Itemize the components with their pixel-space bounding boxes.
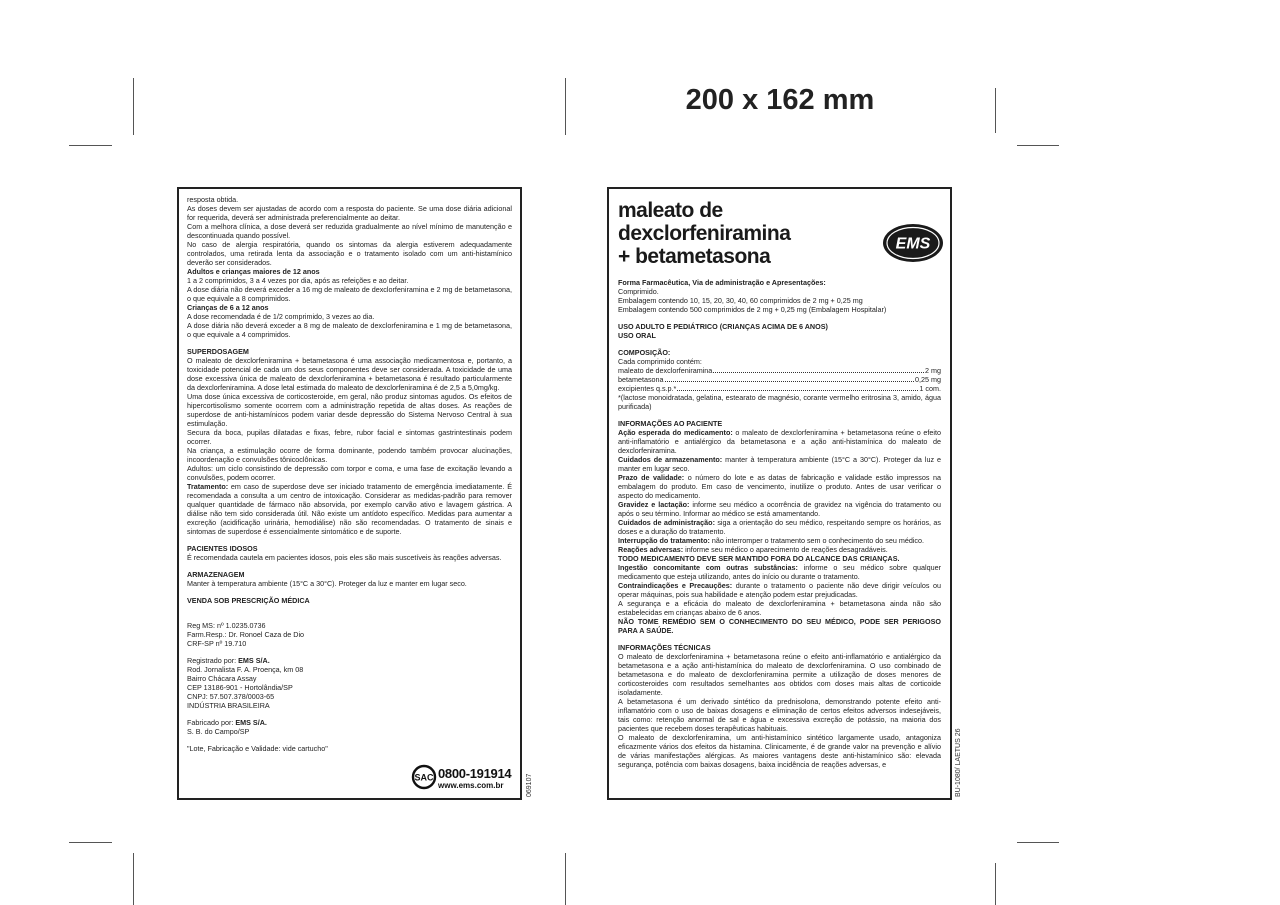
registration-line: Farm.Resp.: Dr. Ronoel Caza de Dio: [187, 630, 305, 639]
left-side-code: 069107: [526, 773, 533, 797]
label: Reações adversas:: [618, 545, 684, 554]
paragraph: [618, 455, 941, 473]
composition-row: [618, 375, 941, 384]
fabricado-line: [187, 718, 512, 727]
crop-mark: [1017, 145, 1059, 146]
paragraph: As doses devem ser ajustadas de acordo com a resposta do paciente. Se uma dose diária adicional for requerida, deverá ser administrada preferencialmente ao deitar.: [187, 204, 512, 222]
crop-mark: [133, 78, 134, 135]
label: Interrupção do tratamento:: [618, 536, 710, 545]
text: informe seu médico o aparecimento de reações desagradáveis.: [683, 545, 888, 554]
label: Tratamento:: [187, 482, 229, 491]
text: informe o seu médico sobre qualquer medicamento que esteja utilizando, antes do início ou durante o tratamento.: [618, 563, 941, 581]
subheading: Crianças de 6 a 12 anos: [187, 303, 269, 312]
paragraph: [618, 545, 941, 554]
paragraph: [618, 518, 941, 536]
paragraph: Embalagem contendo 500 comprimidos de 2 mg + 0,25 mg (Embalagem Hospitalar): [618, 305, 887, 314]
sac-website: www.ems.com.br: [438, 781, 504, 790]
section-heading: INFORMAÇÕES TÉCNICAS: [618, 643, 711, 652]
right-side-code: BU-1080/ LAETUS 26: [955, 728, 962, 797]
paragraph: No caso de alergia respiratória, quando os sintomas da alergia estiverem adequadamente controlados, uma retirada lenta da associação e o tratamento isolado com um anti-histamínico deverão ser considerados.: [187, 240, 512, 267]
crop-mark: [565, 78, 566, 135]
crop-mark: [995, 88, 996, 133]
section-heading: SUPERDOSAGEM: [187, 347, 249, 356]
paragraph: *(lactose monoidratada, gelatina, estearato de magnésio, corante vermelho eritrosina 3, amido, água purificada): [618, 393, 941, 411]
label: Contraindicações e Precauções:: [618, 581, 733, 590]
registration-line: CRF-SP nº 19.710: [187, 639, 247, 648]
paragraph: [618, 563, 941, 581]
composition-value: 2 mg: [925, 366, 941, 375]
sac-icon: [411, 764, 437, 790]
crop-mark: [995, 863, 996, 905]
left-leaflet-panel: [177, 187, 522, 800]
paragraph: resposta obtida.: [187, 195, 239, 204]
label: Ingestão concomitante com outras substâncias:: [618, 563, 798, 572]
paragraph: A segurança e a eficácia do maleato de dexclorfeniramina + betametasona ainda não são estabelecidas em crianças abaixo de 6 anos.: [618, 599, 941, 617]
logo-text: EMS: [895, 235, 931, 253]
text: em caso de superdose deve ser iniciado tratamento de emergência imediatamente. É recomendada a consulta a um centro de intoxicação. Considerar as medidas-padrão para remover qualquer quantidade de fármaco não absorvida, por exemplo carvão ativo e lavagem gástrica. A diálise não tem sido considerada útil. Não existe um antídoto específico. Medidas para aumentar a excreção (acidificação urinária, hemodiálise) não são recomendadas. O tratamento de sinais e sintomas de superdose é essencialmente sintomático e de suporte.: [187, 482, 512, 536]
text: siga a orientação do seu médico, respeitando sempre os horários, as doses e a duração do tratamento.: [618, 518, 941, 536]
label: Cuidados de administração:: [618, 518, 715, 527]
paragraph: Adultos: um ciclo consistindo de depressão com torpor e coma, e uma fase de excitação levando a convulsões, podem ocorrer.: [187, 464, 512, 482]
paragraph: A dose recomendada é de 1/2 comprimido, 3 vezes ao dia.: [187, 312, 375, 321]
paragraph: [618, 473, 941, 500]
right-panel-text: [618, 278, 941, 769]
paragraph: Com a melhora clínica, a dose deverá ser reduzida gradualmente ao nível mínimo de manutenção e descontinuada quando possível.: [187, 222, 512, 240]
crop-mark: [69, 145, 112, 146]
right-leaflet-panel: [607, 187, 952, 800]
paragraph: O maleato de dexclorfeniramina + betametasona reúne o efeito anti-inflamatório e antialérgico da betametasona e a ação anti-histamínica do maleato de dexclorfeniramina. O uso combinado de betametasona e do maleato de dexclorfeniramina permite a utilização de doses menores de corticosteroides com resultados semelhantes aos obtidos com doses mais altas de corticoide isoladamente.: [618, 652, 941, 697]
label: Cuidados de armazenamento:: [618, 455, 723, 464]
sac-contact: [411, 764, 515, 794]
crop-mark: [1017, 842, 1059, 843]
section-heading: COMPOSIÇÃO:: [618, 348, 671, 357]
sac-label: SAC: [414, 772, 434, 783]
section-heading: Forma Farmacêutica, Via de administração e Apresentações:: [618, 278, 826, 287]
paragraph: O maleato de dexclorfeniramina, um anti-histamínico sintético largamente usado, antagoniza eficazmente vários dos efeitos da histamina. Clinicamente, é de grande valor na prevenção e alívio de várias manifestações alérgicas. As maiores vantagens deste anti-histamínico são: elevada segurança, potência com baixas dosagens, baixa incidência de reações adversas, e: [618, 733, 941, 769]
paragraph: [618, 581, 941, 599]
composition-label: betametasona: [618, 375, 664, 384]
section-heading: INFORMAÇÕES AO PACIENTE: [618, 419, 723, 428]
paragraph: [618, 500, 941, 518]
lote-note: "Lote, Fabricação e Validade: vide cartucho": [187, 744, 328, 753]
product-title: [618, 199, 888, 268]
usage-line: USO ORAL: [618, 331, 656, 340]
address-line: CNPJ: 57.507.378/0003-65: [187, 692, 275, 701]
label: Prazo de validade:: [618, 473, 685, 482]
paragraph: [187, 482, 512, 536]
label: Fabricado por:: [187, 718, 236, 727]
product-title-line: maleato de dexclorfeniramina: [618, 199, 791, 245]
crop-mark: [133, 853, 134, 905]
text: o maleato de dexclorfeniramina + betametasona reúne o efeito anti-inflamatório e antialérgico da betametasona e a ação anti-histamínica do maleato de dexclorfeniramina.: [618, 428, 941, 455]
composition-value: 0,25 mg: [915, 375, 941, 384]
text: durante o tratamento o paciente não deve dirigir veículos ou operar máquinas, pois sua habilidade e atenção podem estar prejudicadas.: [618, 581, 941, 599]
composition-label: excipientes q.s.p.*: [618, 384, 677, 393]
usage-line: USO ADULTO E PEDIÁTRICO (CRIANÇAS ACIMA DE 6 ANOS): [618, 322, 828, 331]
address-line: CEP 13186-901 - Hortolândia/SP: [187, 683, 293, 692]
text: não interromper o tratamento sem o conhecimento do seu médico.: [709, 536, 924, 545]
paragraph: O maleato de dexclorfeniramina + betametasona é uma associação medicamentosa e, portanto, a toxicidade potencial de cada um dos seus componentes deve ser considerada. A toxicidade de uma dose excessiva única de maleato de dexclorfeniramina + betametasona é resultado particularmente da dexclorfeniramina. A dose letal estimada do maleato de dexclorfeniramina é de 2,5 a 5,0mg/kg.: [187, 356, 512, 392]
paragraph: É recomendada cautela em pacientes idosos, pois eles são mais suscetíveis às reações adversas.: [187, 553, 502, 562]
paragraph: Uma dose única excessiva de corticosteroide, em geral, não produz sintomas agudos. Os efeitos de hipercortisolismo somente ocorrem com a administração repetida de altas doses. As reações de superdose de anti-histamínicos podem variar desde depressão do Sistema Nervoso Central à sua estimulação.: [187, 392, 512, 428]
composition-label: maleato de dexclorfeniramina: [618, 366, 713, 375]
label: Registrado por:: [187, 656, 239, 665]
paragraph: Comprimido.: [618, 287, 659, 296]
crop-mark: [565, 853, 566, 905]
paragraph: 1 a 2 comprimidos, 3 a 4 vezes por dia, após as refeições e ao deitar.: [187, 276, 409, 285]
address-line: Rod. Jornalista F. A. Proença, km 08: [187, 665, 304, 674]
left-panel-text: [187, 195, 512, 753]
paragraph: [618, 536, 941, 545]
paragraph: Cada comprimido contém:: [618, 357, 702, 366]
address-line: INDÚSTRIA BRASILEIRA: [187, 701, 270, 710]
warning: NÃO TOME REMÉDIO SEM O CONHECIMENTO DO SEU MÉDICO, PODE SER PERIGOSO PARA A SAÚDE.: [618, 617, 941, 635]
registrado-line: [187, 656, 512, 665]
paragraph: A dose diária não deverá exceder a 8 mg de maleato de dexclorfeniramina e 1 mg de betametasona, o que equivale a 4 comprimidos.: [187, 321, 512, 339]
paragraph: A dose diária não deverá exceder a 16 mg de maleato de dexclorfeniramina e 2 mg de betametasona, o que equivale a 8 comprimidos.: [187, 285, 512, 303]
company: EMS S/A.: [238, 656, 270, 665]
address-line: Bairro Chácara Assay: [187, 674, 257, 683]
sac-phone: 0800-191914: [438, 766, 512, 781]
ems-logo-icon: [882, 223, 944, 263]
crop-mark: [69, 842, 112, 843]
paragraph: Na criança, a estimulação ocorre de forma dominante, podendo também provocar alucinações, incoordenação e convulsões tônicoclônicas.: [187, 446, 512, 464]
text: informe seu médico a ocorrência de gravidez na vigência do tratamento ou após o seu término. Informar ao médico se está amamentando.: [618, 500, 941, 518]
section-heading: VENDA SOB PRESCRIÇÃO MÉDICA: [187, 596, 310, 605]
paragraph: [618, 428, 941, 455]
paragraph: Embalagem contendo 10, 15, 20, 30, 40, 60 comprimidos de 2 mg + 0,25 mg: [618, 296, 863, 305]
composition-row: [618, 366, 941, 375]
label: Ação esperada do medicamento:: [618, 428, 733, 437]
registration-line: Reg MS: nº 1.0235.0736: [187, 621, 266, 630]
page-size-title: 200 x 162 mm: [685, 84, 875, 116]
text: o número do lote e as datas de fabricação e validade estão impressos na embalagem do produto. Em caso de vencimento, inutilize o produto. Antes de usar verificar o aspecto do medicamento.: [618, 473, 941, 500]
subheading: Adultos e crianças maiores de 12 anos: [187, 267, 320, 276]
text: manter à temperatura ambiente (15°C a 30°C). Proteger da luz e manter em lugar seco.: [618, 455, 941, 473]
company: EMS S/A.: [235, 718, 267, 727]
label: Gravidez e lactação:: [618, 500, 690, 509]
paragraph: A betametasona é um derivado sintético da prednisolona, demonstrando potente efeito anti-inflamatório com o uso de baixas dosagens e eliminação de certos efeitos adversos indesejáveis, tais como: retenção anormal de sal e água e excessiva excreção de potássio, na maioria dos pacientes que recebem doses terapêuticas habituais.: [618, 697, 941, 733]
paragraph: Manter à temperatura ambiente (15°C a 30°C). Proteger da luz e manter em lugar seco.: [187, 579, 467, 588]
section-heading: ARMAZENAGEM: [187, 570, 245, 579]
section-heading: PACIENTES IDOSOS: [187, 544, 258, 553]
composition-value: 1 com.: [919, 384, 941, 393]
paragraph: Secura da boca, pupilas dilatadas e fixas, febre, rubor facial e sintomas gastrintestinais podem ocorrer.: [187, 428, 512, 446]
warning: TODO MEDICAMENTO DEVE SER MANTIDO FORA DO ALCANCE DAS CRIANÇAS.: [618, 554, 900, 563]
composition-row: [618, 384, 941, 393]
product-title-line: + betametasona: [618, 245, 771, 268]
address-line: S. B. do Campo/SP: [187, 727, 250, 736]
